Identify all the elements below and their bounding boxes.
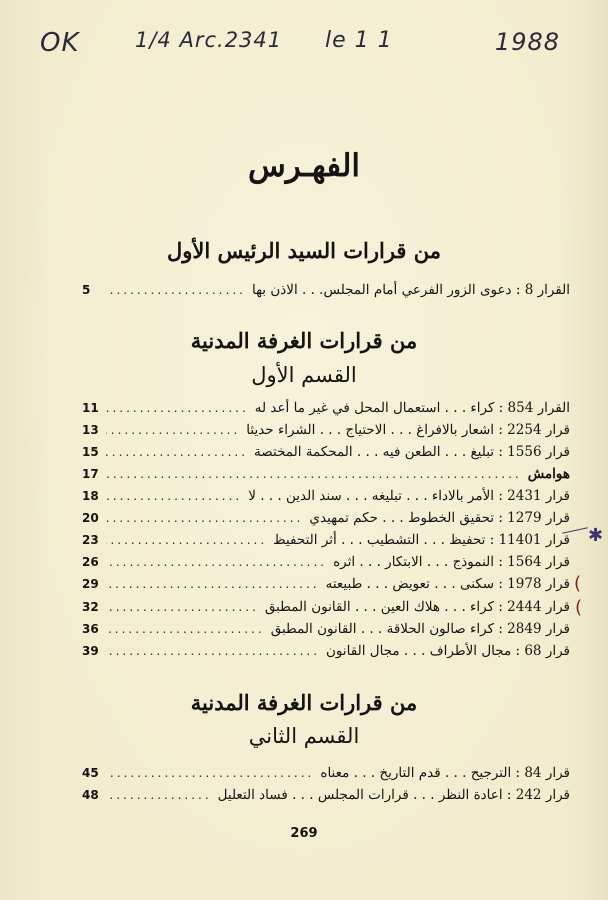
leader-dots xyxy=(106,577,320,591)
toc-entry[interactable] xyxy=(82,574,570,594)
toc-entry-page: 23 xyxy=(82,533,99,547)
toc-entry-page: 11 xyxy=(82,401,99,415)
toc-entry-text: قرار 2849 : كراء صالون الحلاقة . . . القانون المطبق xyxy=(270,621,570,637)
toc-entry-text: هوامش xyxy=(527,466,570,482)
leader-dots xyxy=(106,445,248,459)
bracket-mark-icon: ( xyxy=(574,573,582,594)
toc-entry-page: 13 xyxy=(82,423,99,437)
leader-dots xyxy=(106,511,303,525)
toc-entry-page: 26 xyxy=(82,555,99,569)
toc-entry[interactable] xyxy=(82,619,570,639)
toc-entry[interactable] xyxy=(82,486,570,506)
handwritten-note-year: 1988 xyxy=(494,28,560,56)
toc-entry[interactable] xyxy=(82,785,570,805)
handwritten-note-ref: le 1 1 xyxy=(325,28,393,53)
toc-entry-text: قرار 1279 : تحقيق الخطوط . . . حكم تمهيدي xyxy=(309,510,570,526)
toc-entry[interactable] xyxy=(82,552,570,572)
toc-entry[interactable] xyxy=(82,420,570,440)
leader-dots xyxy=(106,644,320,658)
handwritten-note-shelfmark: 1/4 Arc.2341 xyxy=(135,28,283,52)
toc-entry-text: قرار 2431 : الأمر بالاداء . . . تبليغه . . . سند الدين . . . لا xyxy=(248,488,570,504)
section-subheading-part1: القسم الأول xyxy=(251,363,357,387)
toc-entry-text: قرار 2254 : اشعار بالافراغ . . . الاحتياج . . . الشراء حديثا xyxy=(246,422,570,438)
toc-entry-text: القرار 854 : كراء . . . استعمال المحل في غير ما أعد له xyxy=(254,400,570,416)
leader-dots xyxy=(106,788,212,802)
toc-entry-page: 15 xyxy=(82,445,99,459)
leader-dots xyxy=(106,283,246,297)
page-title: الفهـرس xyxy=(247,148,361,184)
handwritten-note-left: OK xyxy=(40,28,80,58)
toc-entry[interactable] xyxy=(82,464,570,484)
toc-entry-page: 29 xyxy=(82,577,99,591)
toc-entry-text: قرار 2444 : كراء . . . هلاك العين . . . القانون المطبق xyxy=(264,599,570,615)
section-subheading-part2: القسم الثاني xyxy=(248,724,360,748)
toc-entry-page: 20 xyxy=(82,511,99,525)
page-number: 269 xyxy=(290,826,318,841)
toc-entry-text: قرار 1978 : سكنى . . . تعويض . . . طبيعته xyxy=(325,576,570,592)
leader-dots xyxy=(106,766,314,780)
leader-dots xyxy=(106,555,327,569)
leader-dots xyxy=(106,533,267,547)
toc-entry[interactable] xyxy=(82,763,570,783)
toc-entry-page: 45 xyxy=(82,766,99,780)
toc-entry-page: 18 xyxy=(82,489,99,503)
asterisk-icon: ✱ xyxy=(588,525,604,546)
toc-entry-text: قرار 84 : الترجيح . . . قدم التاريخ . . . معناه xyxy=(320,765,570,781)
toc-entry[interactable] xyxy=(82,398,570,418)
toc-entry-text: قرار 1556 : تبليغ . . . الطعن فيه . . . المحكمة المختصة xyxy=(254,444,570,460)
toc-entry-text: قرار 11401 : تحفيظ . . . التشطيب . . . أثر التحفيظ xyxy=(273,532,570,548)
toc-entry[interactable] xyxy=(82,597,570,617)
toc-entry[interactable] xyxy=(82,442,570,462)
toc-entry-page: 5 xyxy=(82,283,91,297)
toc-entry-page: 36 xyxy=(82,622,99,636)
toc-entry-text: قرار 68 : مجال الأطراف . . . مجال القانون xyxy=(326,643,570,659)
leader-dots xyxy=(106,489,242,503)
toc-entry[interactable] xyxy=(82,530,570,550)
bracket-mark-icon: ( xyxy=(575,597,583,618)
toc-entry-page: 48 xyxy=(82,788,99,802)
section-heading-civil-2: من قرارات الغرفة المدنية xyxy=(190,690,418,715)
leader-dots xyxy=(106,401,249,415)
leader-dots xyxy=(106,467,522,481)
toc-entry-page: 17 xyxy=(82,467,99,481)
section-heading-civil: من قرارات الغرفة المدنية xyxy=(190,328,418,353)
section-heading-president: من قرارات السيد الرئيس الأول xyxy=(167,238,441,263)
toc-entry-text: قرار 242 : اعادة النظر . . . قرارات المجلس . . . فساد التعليل xyxy=(217,787,570,803)
toc-entry[interactable] xyxy=(82,641,570,661)
toc-entry-text: القرار 8 : دعوى الزور الفرعي أمام المجلس. . . الاذن بها xyxy=(251,282,570,298)
leader-dots xyxy=(106,600,259,614)
toc-entry[interactable] xyxy=(82,280,570,300)
toc-entry-page: 39 xyxy=(82,644,99,658)
leader-dots xyxy=(106,622,265,636)
toc-entry-page: 32 xyxy=(82,600,99,614)
toc-entry-text: قرار 1564 : النموذج . . . الابتكار . . . اثره xyxy=(333,554,570,570)
leader-dots xyxy=(106,423,240,437)
toc-entry[interactable] xyxy=(82,508,570,528)
